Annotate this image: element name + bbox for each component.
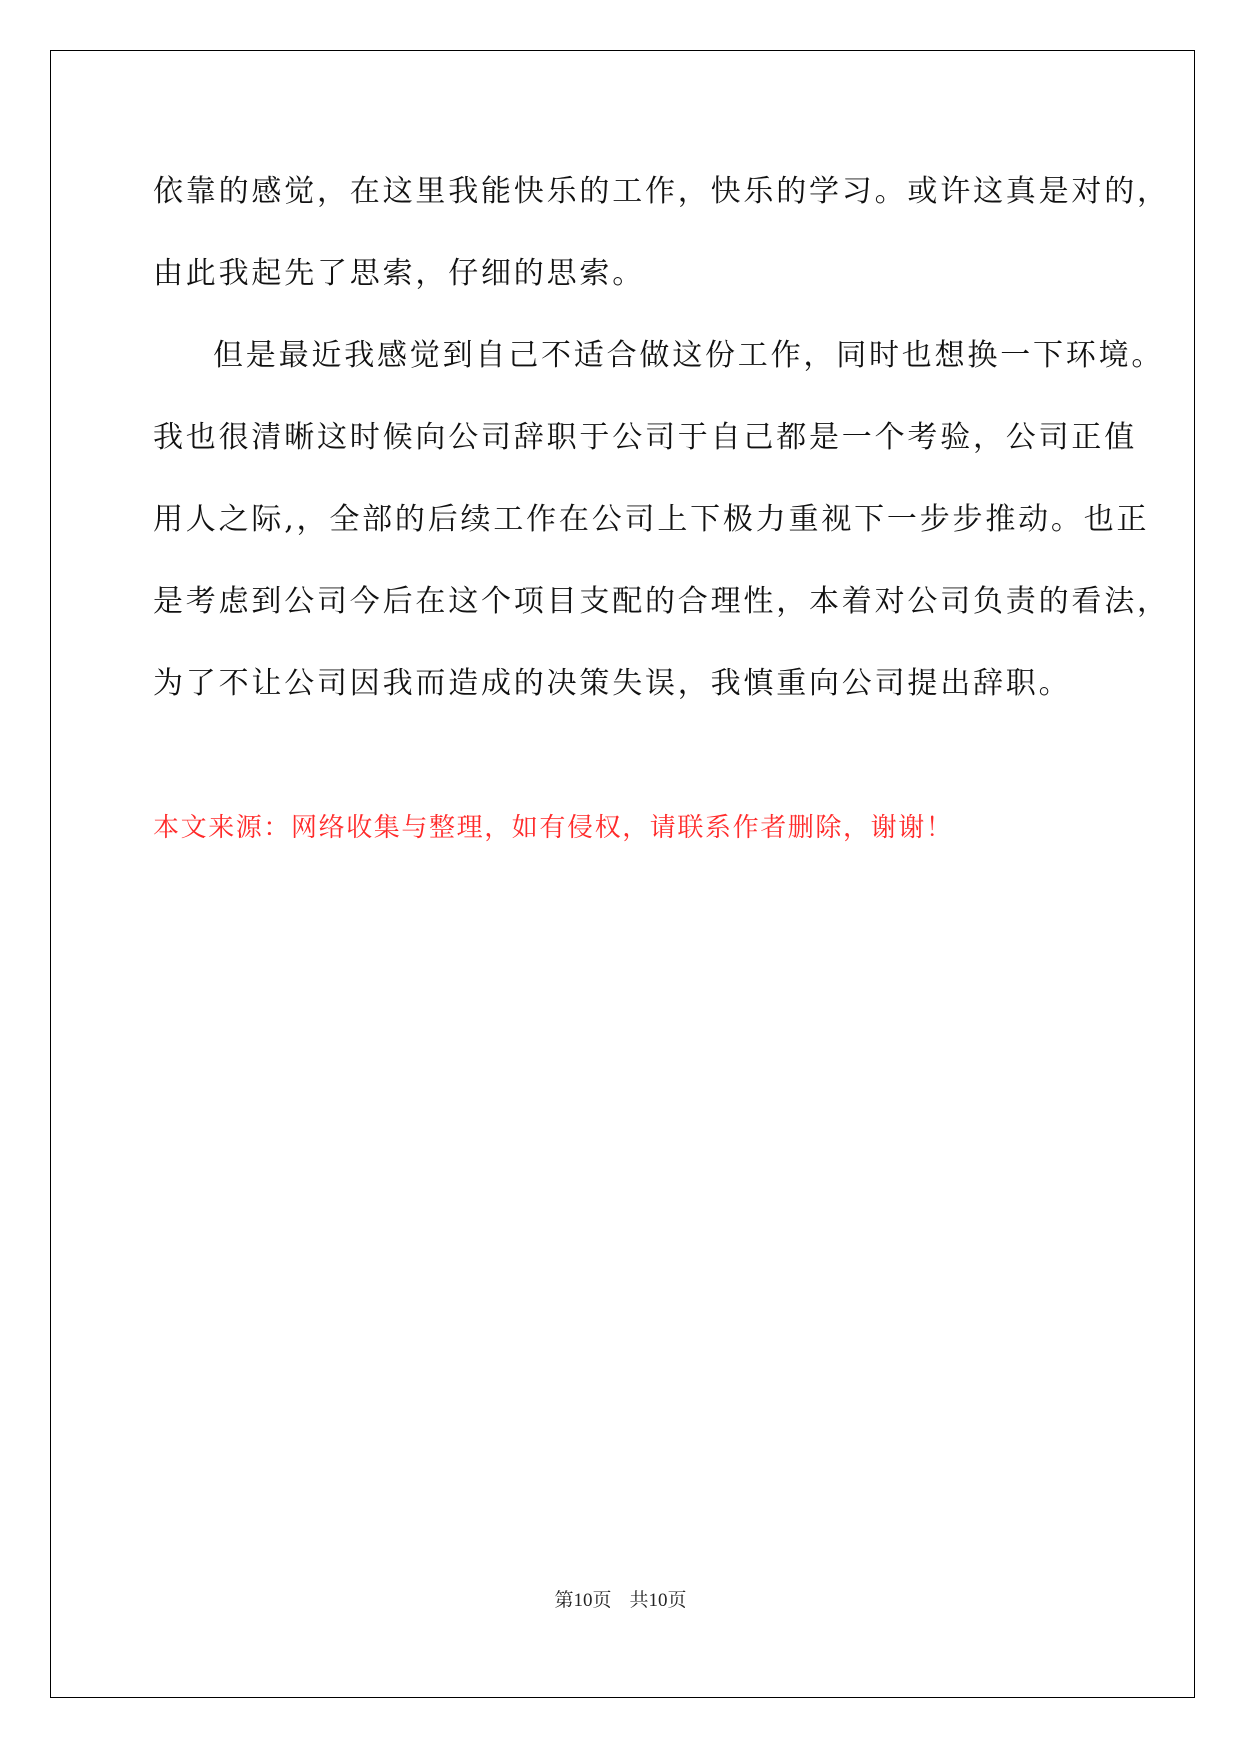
body-text-line: 由此我起先了思索，仔细的思索。 bbox=[153, 256, 645, 291]
body-text-line: 依靠的感觉，在这里我能快乐的工作，快乐的学习。或许这真是对的， bbox=[153, 174, 1170, 209]
body-text-line: 是考虑到公司今后在这个项目支配的合理性，本着对公司负责的看法， bbox=[153, 584, 1170, 619]
page-number-current: 第10页 bbox=[554, 1590, 612, 1611]
page-border bbox=[50, 50, 1195, 1698]
paragraph-first-line: 但是最近我感觉到自己不适合做这份工作，同时也想换一下环境。 bbox=[213, 338, 1165, 373]
page-footer bbox=[0, 1589, 1241, 1613]
page-number-total: 共10页 bbox=[629, 1590, 687, 1611]
source-note: 本文来源：网络收集与整理，如有侵权，请联系作者删除，谢谢！ bbox=[153, 813, 954, 843]
body-text-line: 为了不让公司因我而造成的决策失误，我慎重向公司提出辞职。 bbox=[153, 666, 1072, 701]
body-text-line: 用人之际,，全部的后续工作在公司上下极力重视下一步步推动。也正 bbox=[153, 502, 1150, 537]
body-text-line: 我也很清晰这时候向公司辞职于公司于自己都是一个考验，公司正值 bbox=[153, 420, 1137, 455]
